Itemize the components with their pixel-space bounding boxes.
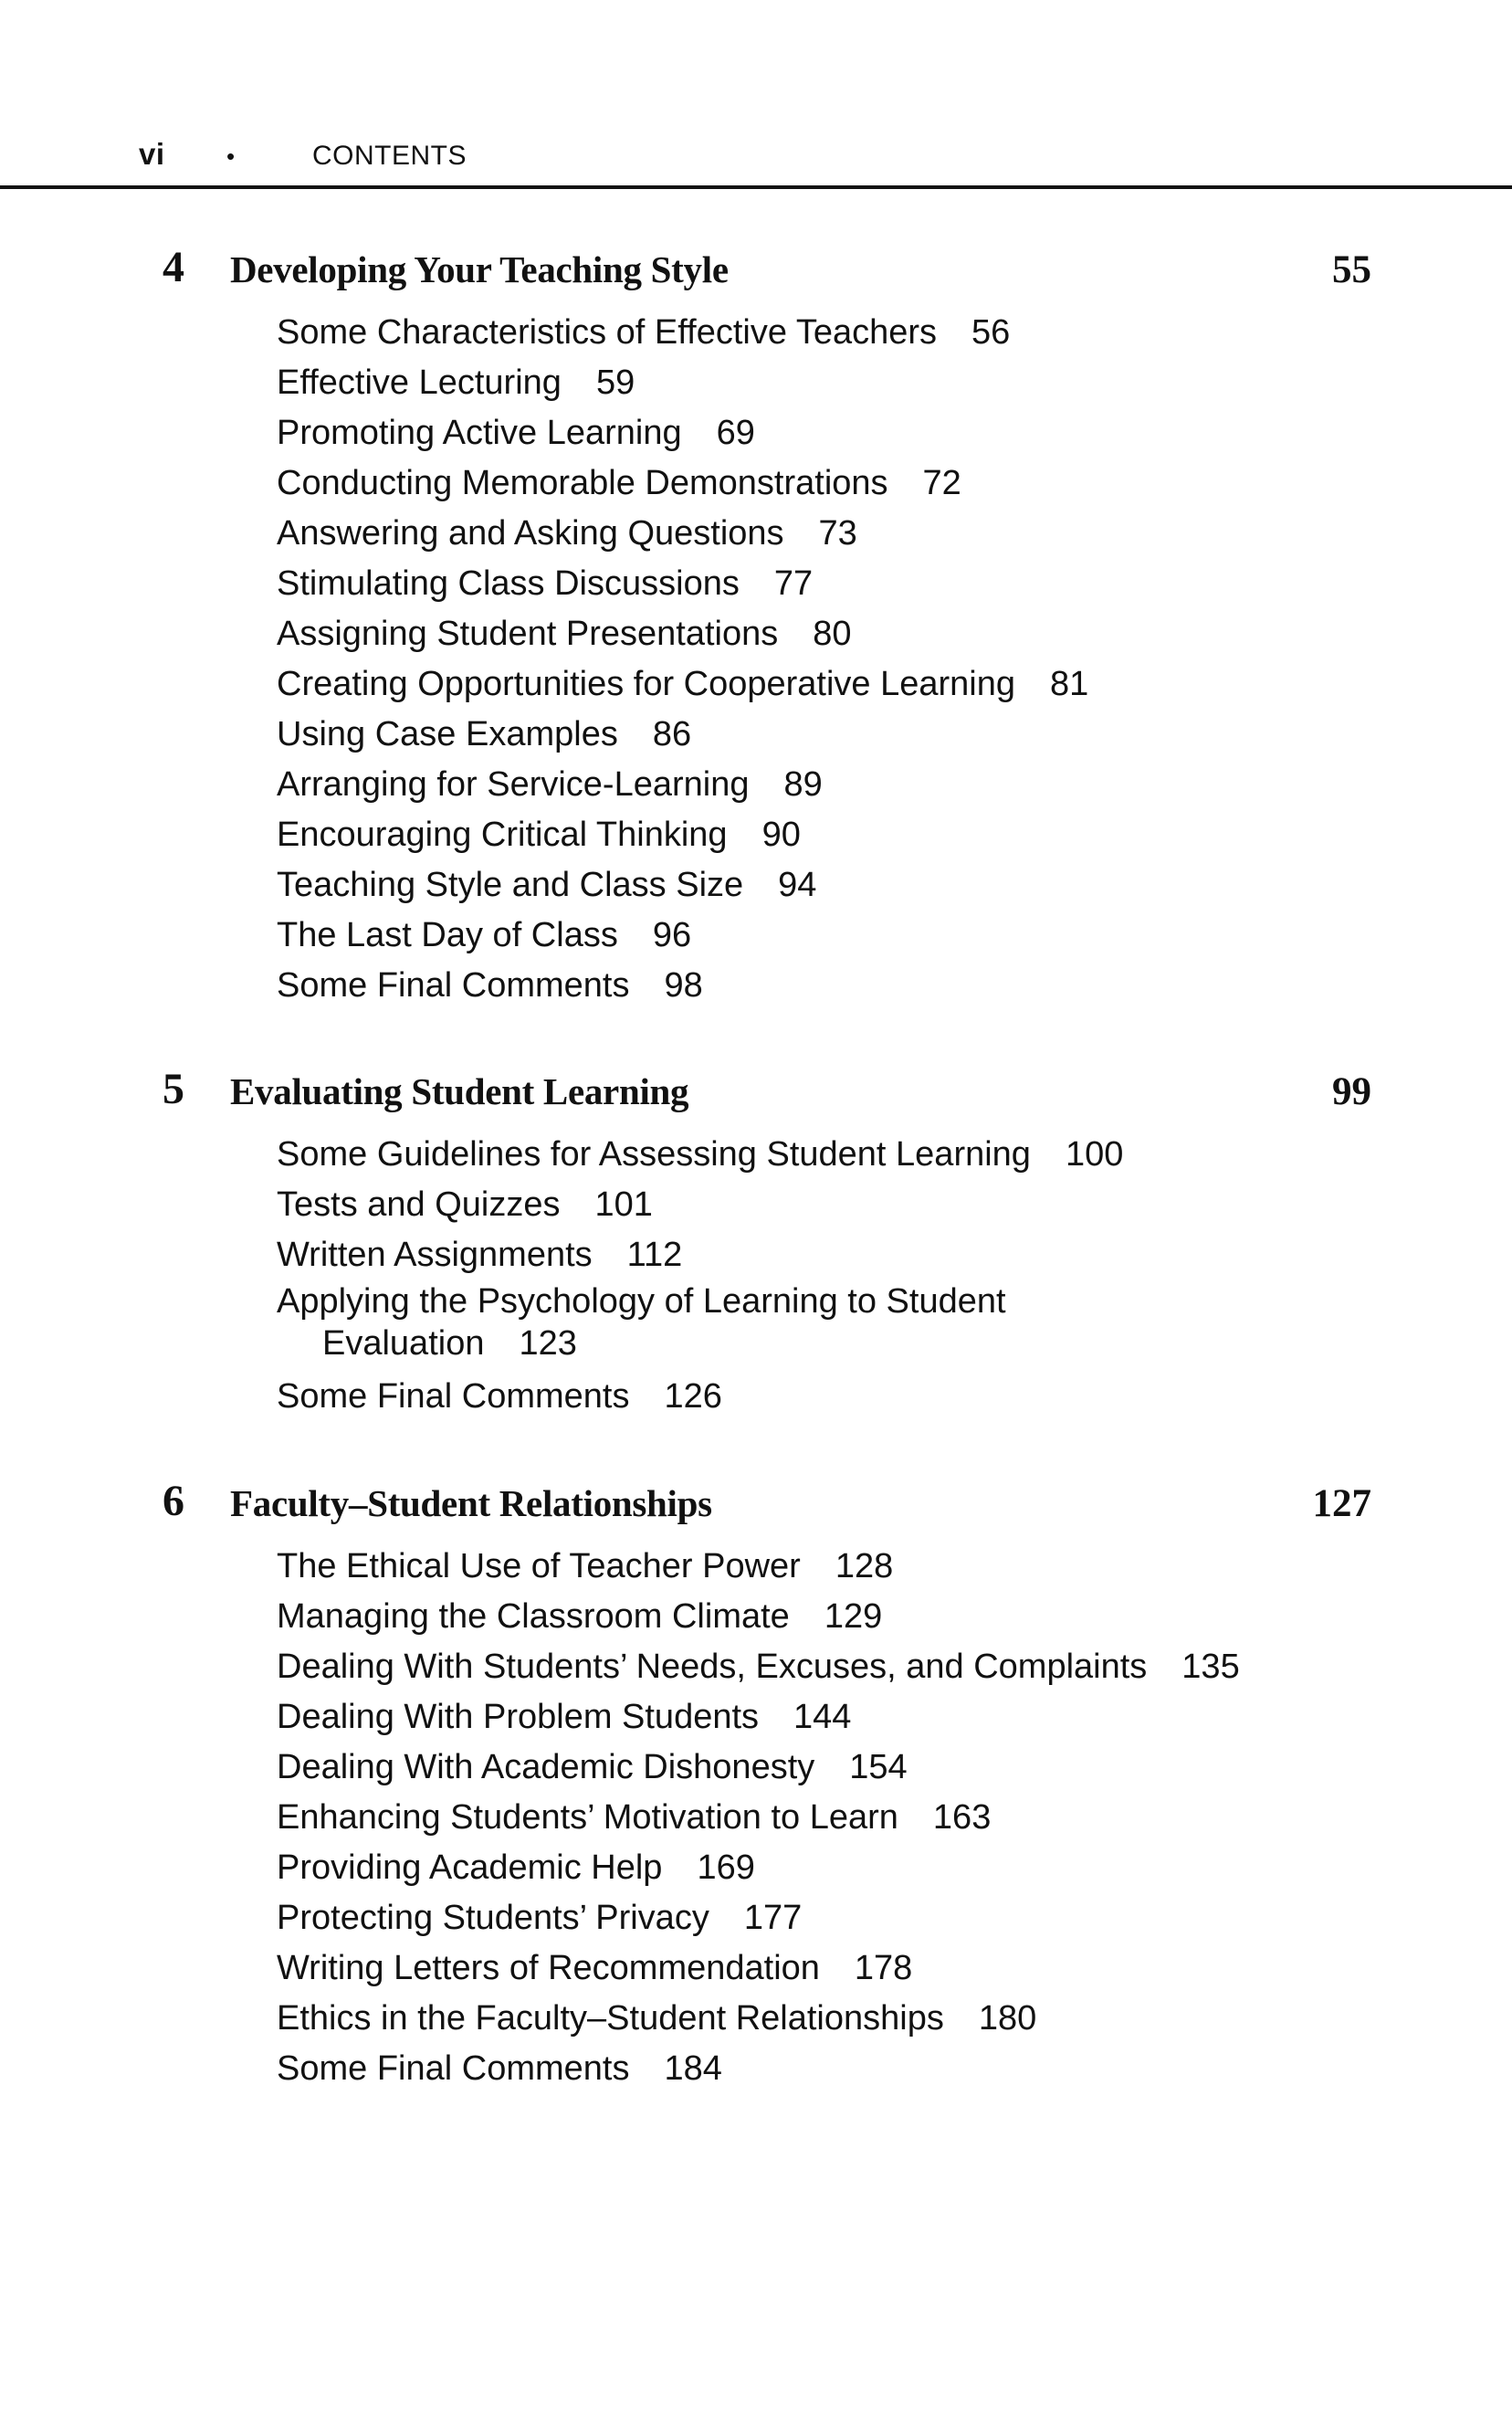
toc-entry (277, 358, 1512, 408)
entry-page: 72 (922, 464, 961, 502)
running-head (139, 137, 467, 177)
entry-title: Using Case Examples (277, 715, 618, 753)
toc-entry (277, 1843, 1512, 1893)
chapter-heading (0, 1064, 1512, 1121)
entry-title: The Last Day of Class (277, 916, 618, 954)
toc-entry (277, 509, 1512, 559)
entry-title: Enhancing Students’ Motivation to Learn (277, 1798, 898, 1837)
entry-page: 128 (835, 1547, 894, 1585)
entry-title: Conducting Memorable Demonstrations (277, 464, 888, 502)
toc-entry (277, 1893, 1512, 1943)
toc-entry (277, 1994, 1512, 2044)
chapter-title: Evaluating Student Learning (230, 1070, 689, 1112)
toc-entry (277, 408, 1512, 458)
entry-title: Teaching Style and Class Size (277, 866, 744, 904)
toc-entry (277, 1692, 1512, 1743)
chapter-number: 6 (163, 1477, 184, 1525)
section-list (0, 1130, 1512, 1422)
chapter-page-number: 99 (1332, 1070, 1371, 1113)
entry-title: Protecting Students’ Privacy (277, 1899, 709, 1937)
entry-title: Dealing With Problem Students (277, 1698, 760, 1736)
entry-title-continuation (277, 1322, 1062, 1364)
toc-entry (277, 1180, 1512, 1230)
toc-entry (277, 1793, 1512, 1843)
toc-entry (277, 1280, 1062, 1372)
entry-title: Answering and Asking Questions (277, 514, 784, 553)
entry-title-cont: Evaluation (322, 1324, 485, 1363)
entry-page: 135 (1181, 1648, 1240, 1686)
entry-page: 80 (813, 615, 852, 653)
chapter-number: 4 (163, 243, 184, 291)
chapter-heading (0, 242, 1512, 299)
toc-entry (277, 1372, 1512, 1422)
toc-entry (277, 559, 1512, 609)
toc-entry (277, 1592, 1512, 1642)
entry-page: 96 (652, 916, 692, 954)
toc-entry (277, 2044, 1512, 2094)
entry-title: Providing Academic Help (277, 1848, 663, 1887)
chapter-page-number: 127 (1312, 1482, 1371, 1525)
entry-title: Some Final Comments (277, 2049, 630, 2088)
entry-title: Stimulating Class Discussions (277, 564, 740, 603)
entry-title: Creating Opportunities for Cooperative Learning (277, 665, 1016, 703)
entry-title: Ethics in the Faculty–Student Relationships (277, 1999, 944, 2038)
entry-title: Assigning Student Presentations (277, 615, 779, 653)
toc-entry (277, 308, 1512, 358)
running-head-section: CONTENTS (312, 141, 467, 171)
toc-entry (277, 961, 1512, 1011)
entry-title: Writing Letters of Recommendation (277, 1949, 820, 1987)
entry-page: 178 (854, 1949, 913, 1987)
chapter-heading (0, 1476, 1512, 1532)
entry-title: Effective Lecturing (277, 363, 562, 402)
entry-page: 69 (716, 414, 755, 452)
toc-entry (277, 810, 1512, 860)
entry-page: 184 (664, 2049, 722, 2088)
entry-page: 129 (824, 1597, 883, 1636)
entry-page: 90 (761, 816, 801, 854)
entry-page: 123 (519, 1324, 577, 1363)
entry-title: The Ethical Use of Teacher Power (277, 1547, 801, 1585)
chapter-title: Developing Your Teaching Style (230, 248, 729, 290)
chapter-number: 5 (163, 1065, 184, 1113)
toc-entry (277, 659, 1512, 710)
entry-page: 177 (743, 1899, 803, 1937)
entry-page: 100 (1065, 1135, 1124, 1174)
toc-entry (277, 609, 1512, 659)
toc-entry (277, 760, 1512, 810)
toc-entry (277, 1743, 1512, 1793)
entry-title: Applying the Psychology of Learning to Student (277, 1282, 1006, 1321)
entry-page: 86 (652, 715, 692, 753)
bullet-separator: • (226, 142, 236, 170)
entry-title: Dealing With Academic Dishonesty (277, 1748, 815, 1786)
entry-page: 126 (664, 1377, 722, 1416)
chapter-6 (0, 1476, 1512, 2094)
header-rule (0, 185, 1512, 189)
entry-title: Some Guidelines for Assessing Student Learning (277, 1135, 1031, 1174)
entry-page: 73 (818, 514, 857, 553)
toc-entry (277, 1542, 1512, 1592)
toc-entry (277, 1130, 1512, 1180)
entry-page: 154 (849, 1748, 908, 1786)
toc-entry (277, 860, 1512, 911)
entry-title: Encouraging Critical Thinking (277, 816, 728, 854)
entry-page: 144 (793, 1698, 852, 1736)
entry-page: 56 (971, 313, 1011, 352)
chapter-page-number: 55 (1332, 248, 1371, 291)
toc-entry (277, 1943, 1512, 1994)
entry-title: Written Assignments (277, 1236, 593, 1274)
section-list (0, 1542, 1512, 2094)
section-list (0, 308, 1512, 1011)
toc-entry (277, 458, 1512, 509)
entry-title: Dealing With Students’ Needs, Excuses, and Complaints (277, 1648, 1148, 1686)
entry-title: Some Characteristics of Effective Teachers (277, 313, 938, 352)
toc-entry (277, 1230, 1512, 1280)
entry-page: 89 (783, 765, 823, 804)
entry-title: Managing the Classroom Climate (277, 1597, 790, 1636)
entry-page: 180 (978, 1999, 1037, 2038)
chapter-4 (0, 242, 1512, 1011)
entry-page: 163 (932, 1798, 992, 1837)
chapter-5 (0, 1064, 1512, 1422)
entry-page: 101 (594, 1185, 653, 1224)
entry-page: 77 (773, 564, 814, 603)
entry-title: Some Final Comments (277, 966, 630, 1005)
entry-title: Arranging for Service-Learning (277, 765, 750, 804)
entry-page: 94 (778, 866, 817, 904)
entry-page: 81 (1050, 665, 1089, 703)
entry-title: Some Final Comments (277, 1377, 630, 1416)
entry-page: 98 (664, 966, 703, 1005)
entry-title: Tests and Quizzes (277, 1185, 561, 1224)
entry-title: Promoting Active Learning (277, 414, 682, 452)
toc-entry (277, 710, 1512, 760)
entry-page: 169 (697, 1848, 755, 1887)
toc-entry (277, 1642, 1512, 1692)
toc-entry (277, 911, 1512, 961)
page-folio: vi (139, 137, 165, 171)
entry-page: 112 (626, 1236, 683, 1274)
chapter-title: Faculty–Student Relationships (230, 1482, 712, 1524)
entry-page: 59 (595, 363, 635, 402)
